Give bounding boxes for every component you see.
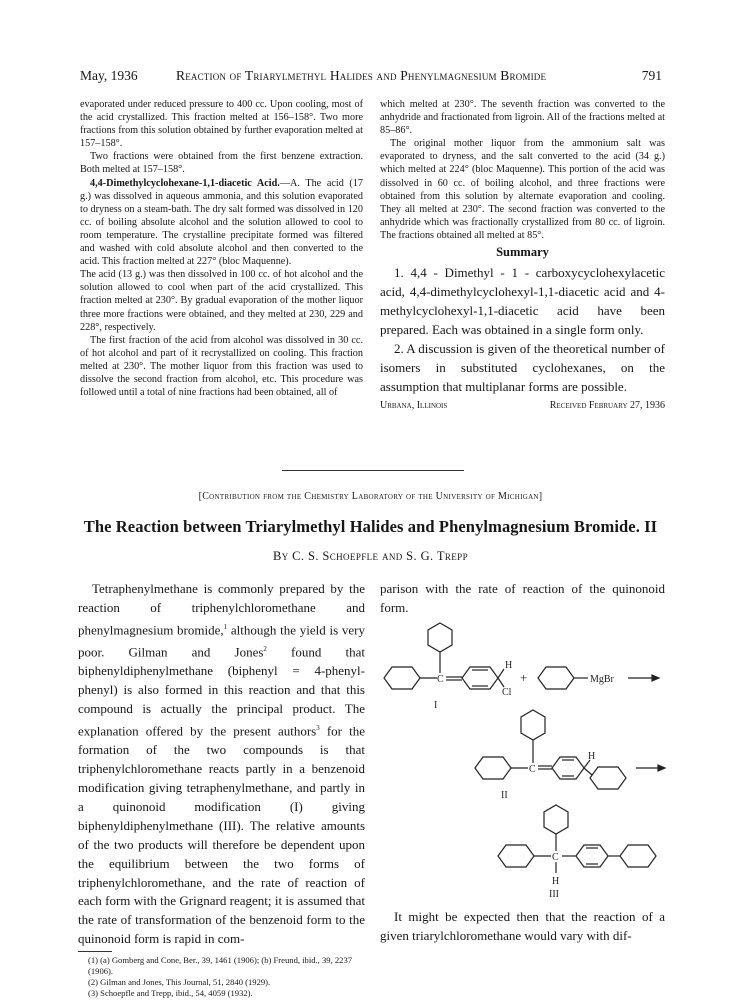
benzene-ring-left-ii	[475, 757, 511, 779]
benzene-ring-right-iii	[620, 845, 656, 867]
carbon-label: C	[529, 764, 536, 775]
authors: By C. S. Schoepfle and S. G. Trepp	[273, 549, 468, 563]
hydrogen-label: H	[588, 751, 596, 762]
plus-sign: +	[520, 670, 528, 685]
summary-heading: Summary	[496, 245, 549, 260]
article-title: The Reaction between Triarylmethyl Halides and Phenylmagnesium Bromide. II	[83, 517, 658, 536]
summary-item: 2. A discussion is given of the theoretical number of isomers in substituted cyclohexanes, on the assumption that multiplanar forms are possible.	[380, 340, 665, 394]
footnote: (1) (a) Gomberg and Cone, Ber., 39, 1461 (1906); (b) Freund, ibid., 39, 2237 (1906).	[88, 955, 353, 977]
bottom-right-column-bottom	[380, 908, 665, 946]
benzene-ring-top-i	[428, 623, 452, 652]
paragraph: Two fractions were obtained from the first benzene extraction. Both melted at 157–158°.	[80, 151, 363, 176]
header-date: May, 1936	[80, 68, 138, 83]
footnote-ref: 2	[263, 645, 267, 654]
hydrogen-label: H	[552, 876, 560, 887]
carbon-label: C	[437, 674, 444, 685]
summary-item: 1. 4,4 - Dimethyl - 1 - carboxycyclohexylacetic acid, 4,4-dimethylcyclohexyl-1,1-diacetic acid and 4-methylcyclohexyl-1,1-diacetic acid have been prepared. Each was obtained in a single form only.	[380, 265, 665, 337]
footnote-ref: 1	[223, 622, 228, 631]
mgbr-label: MgBr	[590, 674, 614, 685]
summary-body	[380, 264, 665, 396]
benzene-ring-left-iii	[498, 845, 534, 867]
running-header	[80, 68, 670, 86]
top-right-column	[380, 98, 665, 413]
paragraph: The original mother liquor from the ammonium salt was evaporated to dryness, and the salt converted to the acid (34 g.) which melted at 224° (bloc Maquenne). This portion of the acid was dissolved in 60 cc. of boiling alcohol, and three fractions were obtained from this solution by alternate evaporation and cooling. They all melted at 230°. The second fraction was converted to the anhydride which was fractionally crystallized from 80 cc. of ligroin. The fractions obtained all melted at 85°.	[380, 138, 665, 241]
footnote: (2) Gilman and Jones, This Journal, 51, 2840 (1929).	[88, 977, 271, 988]
section-divider	[282, 470, 464, 471]
dateline	[380, 399, 665, 412]
contribution-line: [Contribution from the Chemistry Laboratory of the University of Michigan]	[198, 491, 543, 502]
carbon-label: C	[552, 852, 559, 863]
bottom-left-column	[78, 580, 365, 999]
footnotes	[78, 955, 365, 999]
received-date: Received February 27, 1936	[549, 400, 665, 412]
header-running-title: Reaction of Triarylmethyl Halides and Phenylmagnesium Bromide	[176, 68, 547, 83]
chlorine-label: Cl	[502, 687, 512, 698]
compound-label-i: I	[434, 700, 438, 711]
benzene-ring-left-i	[384, 667, 420, 689]
paragraph: 4,4-Dimethylcyclohexane-1,1-diacetic Acid.—A. The acid (17 g.) was dissolved in aqueous ammonia, and this solution evaporated to dryness on a steam-bath. The dry salt formed was dissolved in 120 cc. of boiling absolute alcohol and the solution allowed to cool to room temperature. The crystalline precipitate formed was filtered and washed with cold absolute alcohol and then converted to the acid. This fraction melted at 227° (bloc Maquenne).	[80, 177, 364, 268]
paragraph: parison with the rate of reaction of the quinonoid form.	[380, 581, 665, 615]
benzene-ring-top-iii	[544, 805, 568, 834]
paragraph: which melted at 230°. The seventh fraction was converted to the anhydride and fractionated from ligroin. All of the fractions melted at 85–86°.	[380, 99, 665, 137]
hydrogen-label: H	[505, 660, 513, 671]
compound-label-iii: III	[549, 889, 559, 900]
footnote: (3) Schoepfle and Trepp, ibid., 54, 4059 (1932).	[88, 988, 253, 999]
section-heading: 4,4-Dimethylcyclohexane-1,1-diacetic Acid.	[90, 177, 280, 189]
benzene-ring-right-ii	[590, 767, 626, 789]
footnote-divider	[78, 951, 112, 952]
paragraph: It might be expected then that the reaction of a given triarylchloromethane would vary with dif-	[380, 909, 665, 943]
paragraph: Tetraphenylmethane is commonly prepared by the reaction of triphenylchloromethane and phenylmagnesium bromide,$^1$ although the yield is very poor. Gilman and Jones$^2$ found that biphenyldiphenylmethane (biphenyl = 4-phenyl-phenyl) is also formed in this reaction and that this compound is actually the principal product. The explanation offered by the present authors$^3$ for the formation of the two compounds is that triphenylchloromethane reacts partly in a benzenoid modification giving tetraphenylmethane, and partly in a quinonoid modification (I) giving biphenyldiphenylmethane (III). The relative amounts of the two products will therefore be dependent upon the equilibrium between the two forms of triphenylchloromethane, and the rate of reaction of each form with the Grignard reagent; it is assumed that the rate of transformation of the benzenoid form to the quinonoid form is rapid in com-	[78, 581, 366, 947]
paragraph: evaporated under reduced pressure to 400 cc. Upon cooling, most of the acid crystallized. This fraction melted at 156–158°. Two more fractions from this solution obtained by further evaporation melted at 157–158°.	[80, 99, 363, 150]
location: Urbana, Illinois	[380, 400, 448, 412]
footnote-ref: 3	[316, 724, 320, 732]
benzene-ring-grignard	[538, 667, 574, 689]
bottom-right-column-top	[380, 580, 665, 618]
top-left-column	[80, 98, 363, 399]
paragraph: The first fraction of the acid from alcohol was dissolved in 30 cc. of hot alcohol and part of it recrystallized on cooling. This fraction melted at 230°. The mother liquor from this fraction was used to dissolve the second fraction from alcohol, etc. This procedure was followed until a total of nine fractions had been obtained, all of	[80, 334, 363, 399]
reaction-scheme	[380, 615, 670, 905]
paragraph: The acid (13 g.) was then dissolved in 100 cc. of hot alcohol and the solution allowed to cool when part of the acid crystallized. This fraction melted at 230°. By gradual evaporation of the mother liquor three more fractions were obtained, and they melted at 230, 229 and 228°, respectively.	[80, 269, 363, 333]
benzene-ring-top-ii	[521, 710, 545, 740]
compound-label-ii: II	[501, 790, 508, 801]
header-page-number: 791	[641, 68, 662, 83]
